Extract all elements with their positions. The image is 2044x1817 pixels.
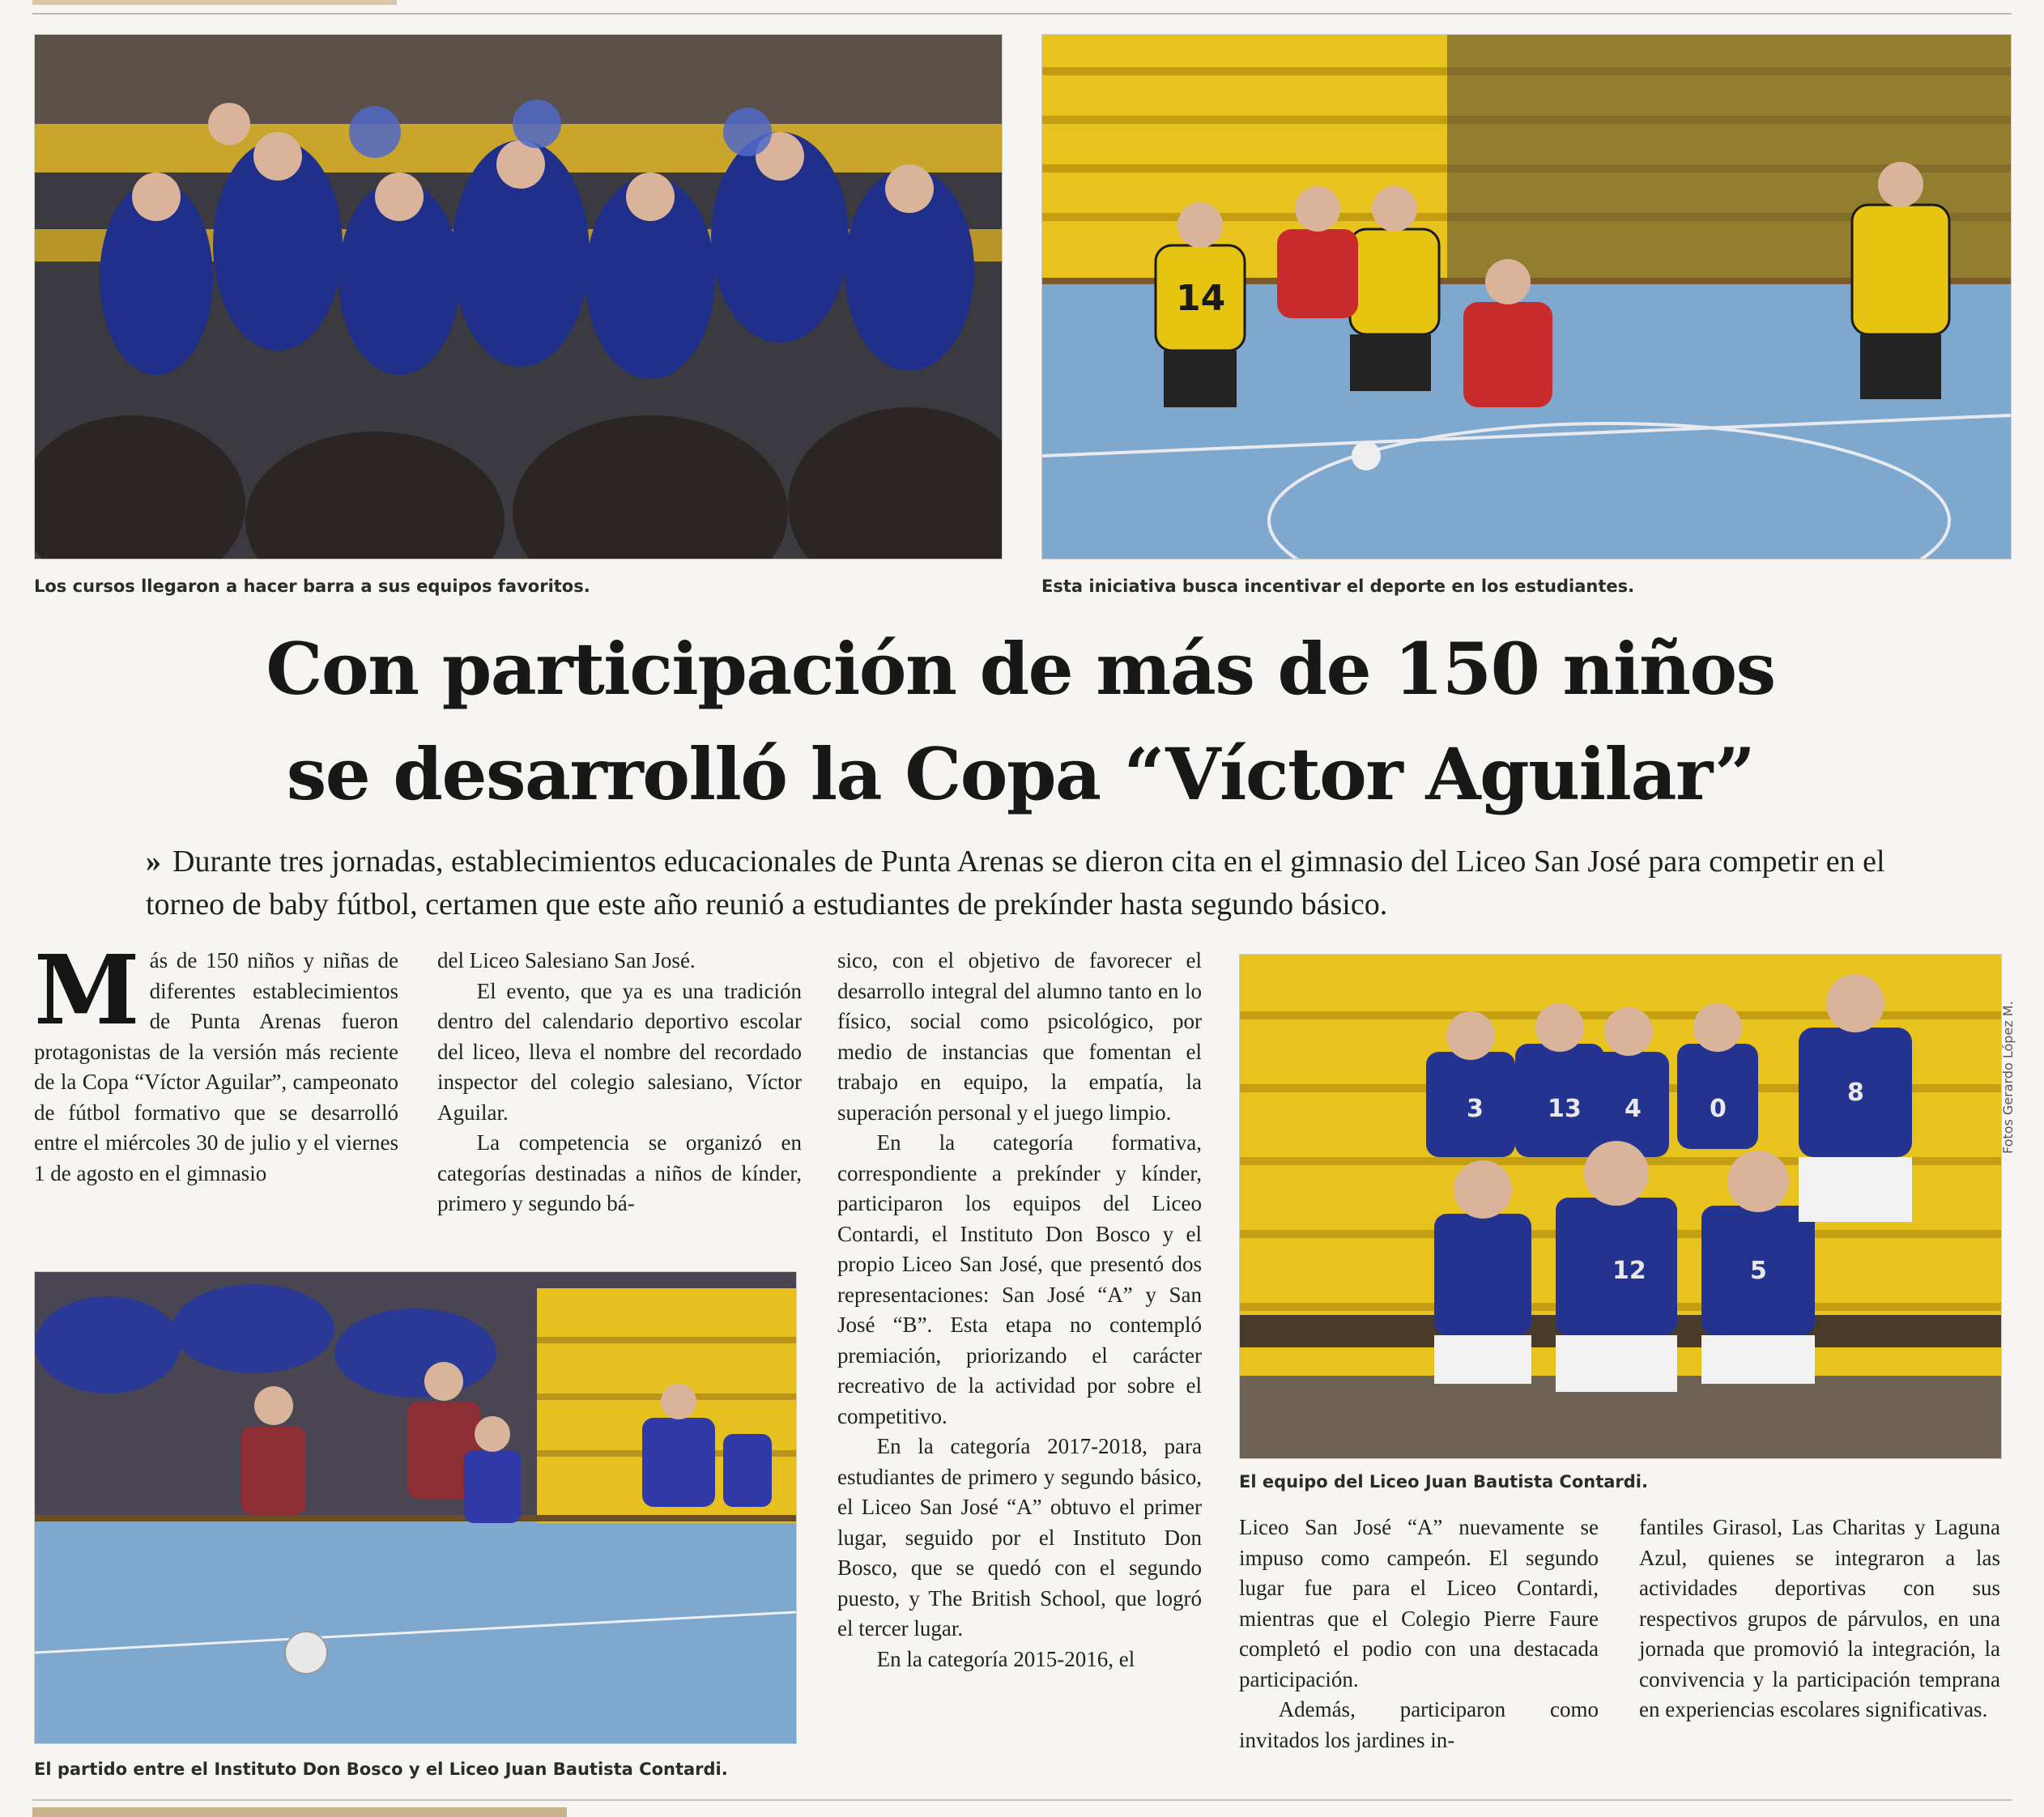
photo-credit: Fotos Gerardo López M. <box>2000 1001 2016 1154</box>
jersey-number: 3 <box>1467 1095 1484 1123</box>
article-column-5 <box>1639 1513 2000 1726</box>
dropcap: M <box>34 934 140 1046</box>
deck-summary <box>146 840 1895 926</box>
top-rule <box>32 13 2012 15</box>
crowd-photo-caption: Los cursos llegaron a hacer barra a sus equipos favoritos. <box>34 577 590 596</box>
col5-paragraph-1: fantiles Girasol, Las Charitas y Laguna Azul, quienes se integraron a las actividades deportivas con sus respectivos grupos de párvulos, en una jornada que promovió la integración, la convivencia y la participación temprana en experiencias escolares significativas. <box>1639 1515 2000 1721</box>
jersey-number: 13 <box>1548 1095 1582 1123</box>
jersey-number: 8 <box>1847 1079 1864 1107</box>
match-bottom-photo-caption: El partido entre el Instituto Don Bosco y el Liceo Juan Bautista Contardi. <box>34 1760 728 1779</box>
team-photo <box>1239 954 2002 1459</box>
jersey-number: 0 <box>1710 1095 1727 1123</box>
article-column-2 <box>437 946 802 1219</box>
col3-paragraph-2: En la categoría formativa, correspondiente a prekínder y kínder, participaron los equipos del Liceo Contardi, el Instituto Don Bosco y el propio Liceo San José, que presentó dos representaciones: San José “A” y San José “B”. Esta etapa no contempló premiación, priorizando el carácter recreativo de la actividad por sobre el competitivo. <box>837 1130 1202 1428</box>
col3-paragraph-3: En la categoría 2017-2018, para estudiantes de primero y segundo básico, el Liceo San José “A” obtuvo el primer lugar, seguido por el Instituto Don Bosco, que se quedó con el segundo puesto, y The British School, que logró el tercer lugar. <box>837 1434 1202 1640</box>
crowd-photo <box>34 34 1003 560</box>
col3-paragraph-1: sico, con el objetivo de favorecer el desarrollo integral del alumno tanto en lo físico, social como psicológico, por medio de instancias que fomentan el trabajo en equipo, la empatía, la superación personal y el juego limpio. <box>837 948 1202 1125</box>
deck-text: Durante tres jornadas, establecimientos educacionales de Punta Arenas se dieron cita en el gimnasio del Liceo San José para competir en el torneo de baby fútbol, certamen que este año reunió a estudiantes de prekínder hasta segundo básico. <box>146 845 1885 921</box>
col4-paragraph-2: Además, participaron como invitados los jardines in- <box>1239 1697 1599 1752</box>
jersey-number: 5 <box>1750 1257 1767 1285</box>
jersey-number: 4 <box>1625 1095 1642 1123</box>
bottom-rule <box>32 1799 2012 1801</box>
article-column-1 <box>34 934 398 1189</box>
col2-paragraph-3: La competencia se organizó en categorías destinadas a niños de kínder, primero y segundo bá- <box>437 1130 802 1215</box>
col2-paragraph-1: del Liceo Salesiano San José. <box>437 948 696 972</box>
deck-arrow-icon: » <box>146 845 161 879</box>
col4-paragraph-1: Liceo San José “A” nuevamente se impuso como campeón. El segundo lugar fue para el Liceo Contardi, mientras que el Colegio Pierre Faure completó el podio con una destacada participación. <box>1239 1515 1599 1691</box>
previous-page-edge <box>32 0 397 5</box>
col3-paragraph-4: En la categoría 2015-2016, el <box>876 1646 1135 1671</box>
match-top-photo-caption: Esta iniciativa busca incentivar el deporte en los estudiantes. <box>1041 577 1635 596</box>
team-photo-caption: El equipo del Liceo Juan Bautista Contardi. <box>1239 1472 1648 1491</box>
col1-paragraph-1: ás de 150 niños y niñas de diferentes establecimientos de Punta Arenas fueron protagonistas de la versión más reciente de la Copa “Víctor Aguilar”, campeonato de fútbol formativo que se desarrolló entre el miércoles 30 de julio y el viernes 1 de agosto en el gimnasio <box>34 948 398 1185</box>
col2-paragraph-2: El evento, que ya es una tradición dentro del calendario deportivo escolar del liceo, lleva el nombre del recordado inspector del colegio salesiano, Víctor Aguilar. <box>437 978 802 1125</box>
next-article-edge <box>32 1807 567 1817</box>
match-bottom-photo <box>34 1271 797 1744</box>
article-column-4 <box>1239 1513 1599 1755</box>
headline-line-2: se desarrolló la Copa “Víctor Aguilar” <box>286 732 1755 816</box>
jersey-number-14: 14 <box>1176 278 1226 319</box>
match-top-photo <box>1041 34 2012 560</box>
jersey-number: 12 <box>1612 1257 1646 1285</box>
article-column-3 <box>837 946 1202 1674</box>
headline-line-1: Con participación de más de 150 niños <box>266 627 1775 711</box>
